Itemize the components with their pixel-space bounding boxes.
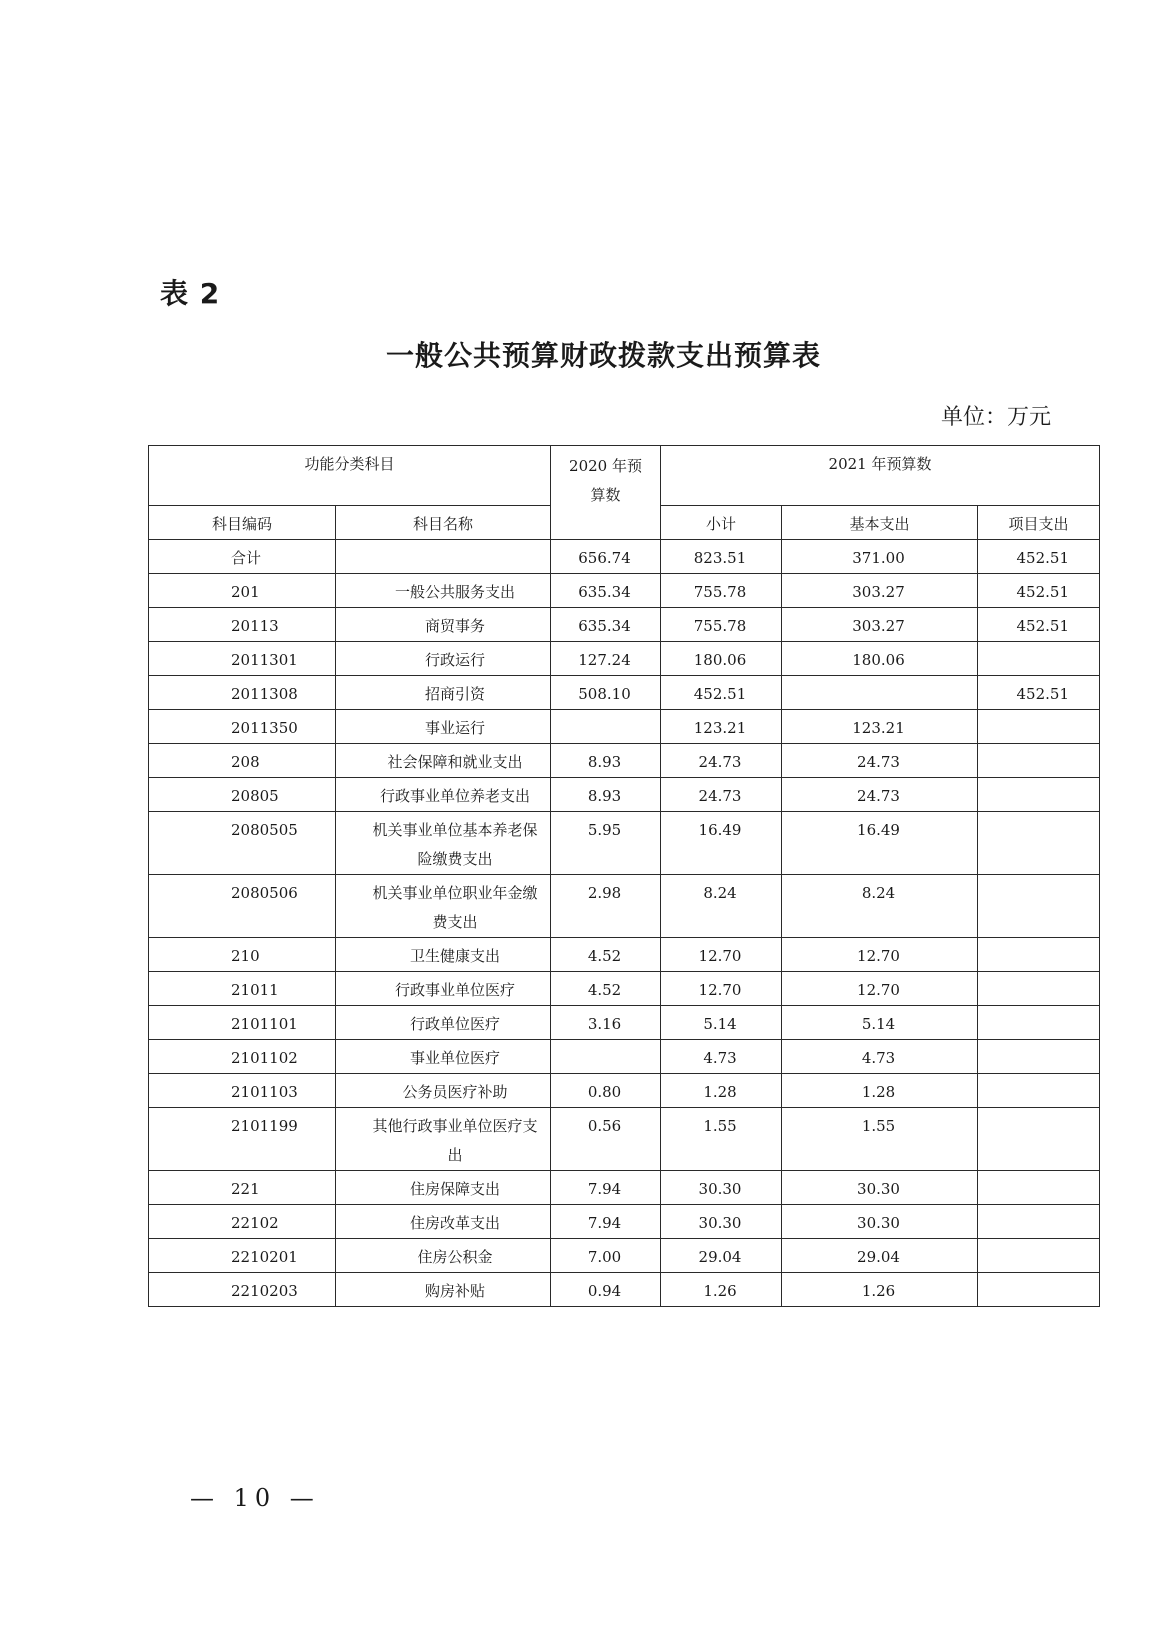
- cell-basic: 12.70: [782, 972, 978, 1006]
- cell-basic: 123.21: [782, 710, 978, 744]
- cell-subtotal: 8.24: [661, 875, 782, 938]
- cell-subtotal: 123.21: [661, 710, 782, 744]
- cell-project: 452.51: [978, 608, 1100, 642]
- cell-prev-budget: 7.00: [551, 1239, 661, 1273]
- cell-prev-budget: 0.80: [551, 1074, 661, 1108]
- cell-basic: 1.55: [782, 1108, 978, 1171]
- table-row: [149, 642, 1100, 676]
- cell-basic: 30.30: [782, 1171, 978, 1205]
- cell-code: 22102: [149, 1205, 336, 1239]
- cell-prev-budget: 2.98: [551, 875, 661, 938]
- table-row: [149, 574, 1100, 608]
- cell-name: 公务员医疗补助: [336, 1074, 551, 1108]
- cell-subtotal: 12.70: [661, 972, 782, 1006]
- cell-project: [978, 1006, 1100, 1040]
- table-row: [149, 875, 1100, 938]
- page-title: 一般公共预算财政拨款支出预算表: [385, 339, 821, 372]
- cell-subtotal: 12.70: [661, 938, 782, 972]
- table-row: [149, 1006, 1100, 1040]
- cell-basic: 24.73: [782, 744, 978, 778]
- cell-prev-budget: 5.95: [551, 812, 661, 875]
- cell-subtotal: 823.51: [661, 540, 782, 574]
- cell-subtotal: 4.73: [661, 1040, 782, 1074]
- cell-project: [978, 812, 1100, 875]
- cell-prev-budget: 8.93: [551, 744, 661, 778]
- cell-basic: 8.24: [782, 875, 978, 938]
- cell-subtotal: 1.55: [661, 1108, 782, 1171]
- cell-prev-budget: 0.94: [551, 1273, 661, 1307]
- cell-code: 2080505: [149, 812, 336, 875]
- header-function-group: 功能分类科目: [149, 446, 551, 506]
- cell-basic: 4.73: [782, 1040, 978, 1074]
- cell-subtotal: 29.04: [661, 1239, 782, 1273]
- table-row: [149, 1273, 1100, 1307]
- cell-prev-budget: 3.16: [551, 1006, 661, 1040]
- cell-project: [978, 744, 1100, 778]
- cell-name: 行政事业单位医疗: [336, 972, 551, 1006]
- cell-project: [978, 875, 1100, 938]
- budget-table: [148, 445, 1100, 1307]
- cell-code: 2101102: [149, 1040, 336, 1074]
- cell-subtotal: 24.73: [661, 778, 782, 812]
- cell-code: 21011: [149, 972, 336, 1006]
- cell-code: 2011308: [149, 676, 336, 710]
- cell-prev-budget: 4.52: [551, 938, 661, 972]
- cell-name: 社会保障和就业支出: [336, 744, 551, 778]
- cell-code: 2080506: [149, 875, 336, 938]
- cell-subtotal: 452.51: [661, 676, 782, 710]
- cell-code: 2011350: [149, 710, 336, 744]
- cell-subtotal: 755.78: [661, 608, 782, 642]
- table-label: 表 2: [160, 277, 221, 310]
- cell-prev-budget: 4.52: [551, 972, 661, 1006]
- cell-name: 购房补贴: [336, 1273, 551, 1307]
- header-curr-budget: 2021 年预算数: [661, 446, 1100, 506]
- table-row: [149, 744, 1100, 778]
- cell-subtotal: 5.14: [661, 1006, 782, 1040]
- cell-code: 合计: [149, 540, 336, 574]
- cell-subtotal: 30.30: [661, 1205, 782, 1239]
- cell-basic: 303.27: [782, 574, 978, 608]
- table-row: [149, 676, 1100, 710]
- cell-basic: 16.49: [782, 812, 978, 875]
- cell-name: 商贸事务: [336, 608, 551, 642]
- cell-name: 行政运行: [336, 642, 551, 676]
- cell-project: [978, 972, 1100, 1006]
- cell-basic: 12.70: [782, 938, 978, 972]
- page-number: — 10 —: [190, 1484, 320, 1512]
- cell-project: [978, 710, 1100, 744]
- cell-basic: 30.30: [782, 1205, 978, 1239]
- cell-subtotal: 180.06: [661, 642, 782, 676]
- cell-subtotal: 24.73: [661, 744, 782, 778]
- cell-subtotal: 16.49: [661, 812, 782, 875]
- header-subtotal: 小计: [661, 506, 782, 540]
- cell-prev-budget: 7.94: [551, 1205, 661, 1239]
- cell-prev-budget: [551, 710, 661, 744]
- table-row: [149, 972, 1100, 1006]
- cell-code: 208: [149, 744, 336, 778]
- cell-project: 452.51: [978, 540, 1100, 574]
- cell-basic: 29.04: [782, 1239, 978, 1273]
- table-row: [149, 540, 1100, 574]
- unit-label: 单位：万元: [940, 405, 1051, 430]
- header-prev-budget: 2020 年预算数: [551, 446, 661, 540]
- cell-prev-budget: 635.34: [551, 574, 661, 608]
- cell-name: 卫生健康支出: [336, 938, 551, 972]
- cell-basic: [782, 676, 978, 710]
- table-row: [149, 1040, 1100, 1074]
- cell-code: 2210203: [149, 1273, 336, 1307]
- table-row: [149, 710, 1100, 744]
- header-code: 科目编码: [149, 506, 336, 540]
- table-row: [149, 1108, 1100, 1171]
- cell-basic: 303.27: [782, 608, 978, 642]
- cell-code: 201: [149, 574, 336, 608]
- cell-name: 行政事业单位养老支出: [336, 778, 551, 812]
- cell-code: 210: [149, 938, 336, 972]
- cell-prev-budget: 635.34: [551, 608, 661, 642]
- cell-project: [978, 1205, 1100, 1239]
- cell-prev-budget: 508.10: [551, 676, 661, 710]
- header-row-1: [149, 446, 1100, 506]
- cell-project: [978, 778, 1100, 812]
- cell-basic: 180.06: [782, 642, 978, 676]
- cell-name: 行政单位医疗: [336, 1006, 551, 1040]
- table-row: [149, 938, 1100, 972]
- cell-project: 452.51: [978, 676, 1100, 710]
- cell-basic: 5.14: [782, 1006, 978, 1040]
- cell-name: 其他行政事业单位医疗支出: [336, 1108, 551, 1171]
- cell-prev-budget: [551, 1040, 661, 1074]
- cell-project: [978, 1108, 1100, 1171]
- cell-basic: 371.00: [782, 540, 978, 574]
- cell-name: 住房改革支出: [336, 1205, 551, 1239]
- cell-code: 2101199: [149, 1108, 336, 1171]
- table-row: [149, 608, 1100, 642]
- cell-basic: 1.28: [782, 1074, 978, 1108]
- cell-project: [978, 1074, 1100, 1108]
- cell-name: 事业运行: [336, 710, 551, 744]
- cell-code: 2101103: [149, 1074, 336, 1108]
- header-project: 项目支出: [978, 506, 1100, 540]
- cell-name: 机关事业单位职业年金缴费支出: [336, 875, 551, 938]
- cell-project: [978, 938, 1100, 972]
- cell-code: 20113: [149, 608, 336, 642]
- table-row: [149, 812, 1100, 875]
- cell-basic: 1.26: [782, 1273, 978, 1307]
- cell-project: [978, 642, 1100, 676]
- cell-project: [978, 1239, 1100, 1273]
- table-row: [149, 1074, 1100, 1108]
- cell-code: 2011301: [149, 642, 336, 676]
- cell-name: 一般公共服务支出: [336, 574, 551, 608]
- cell-prev-budget: 127.24: [551, 642, 661, 676]
- cell-prev-budget: 656.74: [551, 540, 661, 574]
- cell-code: 2101101: [149, 1006, 336, 1040]
- cell-prev-budget: 0.56: [551, 1108, 661, 1171]
- cell-project: [978, 1040, 1100, 1074]
- cell-prev-budget: 8.93: [551, 778, 661, 812]
- cell-project: [978, 1273, 1100, 1307]
- cell-project: [978, 1171, 1100, 1205]
- cell-project: 452.51: [978, 574, 1100, 608]
- cell-code: 2210201: [149, 1239, 336, 1273]
- cell-code: 221: [149, 1171, 336, 1205]
- cell-subtotal: 30.30: [661, 1171, 782, 1205]
- cell-name: 住房公积金: [336, 1239, 551, 1273]
- cell-name: [336, 540, 551, 574]
- cell-name: 事业单位医疗: [336, 1040, 551, 1074]
- cell-basic: 24.73: [782, 778, 978, 812]
- table-row: [149, 1239, 1100, 1273]
- cell-name: 招商引资: [336, 676, 551, 710]
- cell-prev-budget: 7.94: [551, 1171, 661, 1205]
- header-name: 科目名称: [336, 506, 551, 540]
- table-row: [149, 778, 1100, 812]
- cell-subtotal: 755.78: [661, 574, 782, 608]
- cell-code: 20805: [149, 778, 336, 812]
- cell-name: 机关事业单位基本养老保险缴费支出: [336, 812, 551, 875]
- cell-subtotal: 1.26: [661, 1273, 782, 1307]
- cell-name: 住房保障支出: [336, 1171, 551, 1205]
- table-row: [149, 1171, 1100, 1205]
- table-row: [149, 1205, 1100, 1239]
- cell-subtotal: 1.28: [661, 1074, 782, 1108]
- header-basic: 基本支出: [782, 506, 978, 540]
